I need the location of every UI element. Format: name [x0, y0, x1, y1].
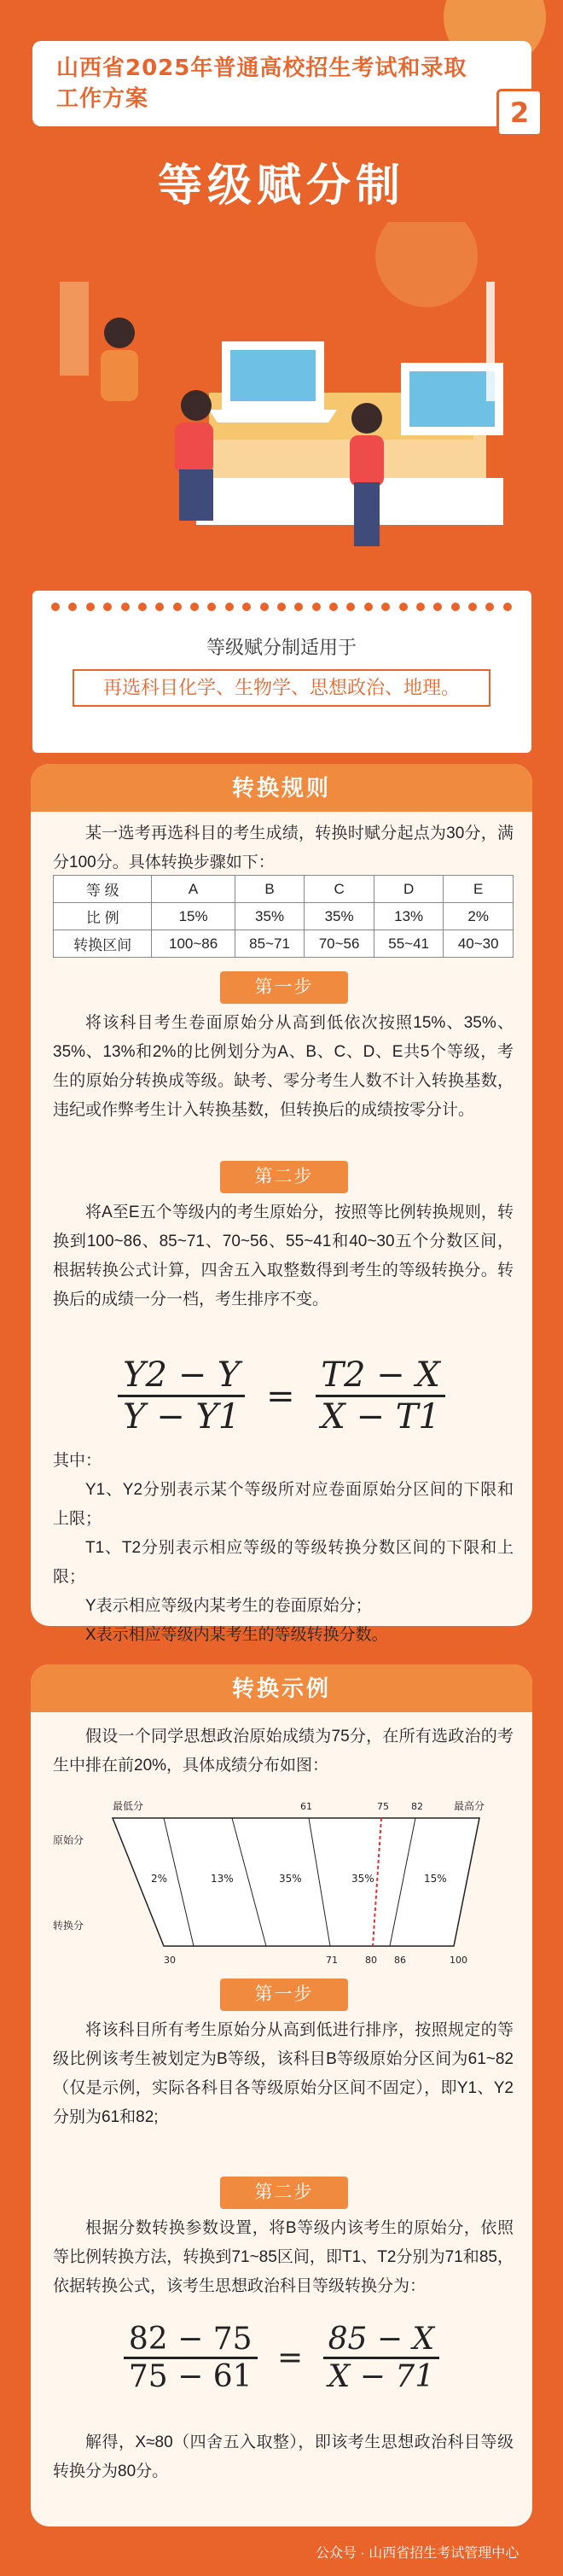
table-cell: 35%: [305, 903, 374, 930]
distribution-diagram: [53, 1792, 514, 1972]
header: [0, 0, 563, 128]
study-illustration: [26, 222, 537, 572]
max-label: 最高分: [454, 1800, 485, 1812]
rules-heading: 转换规则: [31, 764, 532, 812]
segment-label: 13%: [211, 1873, 234, 1885]
table-cell: 85~71: [235, 930, 305, 958]
laptop-left: [209, 341, 337, 423]
segment-label: 35%: [351, 1873, 374, 1885]
example-step2-text: 根据分数转换参数设置，将B等级内该考生的原始分，依照等比例转换方法，转换到71~85区间，即T1、T2分别为71和85，依据转换公式，该考生思想政治科目等级转换分为：: [53, 2219, 514, 2295]
bottom-tick: 86: [394, 1955, 406, 1966]
top-tick: 61: [300, 1801, 312, 1812]
footer-account: 公众号 · 山西省招生考试管理中心: [316, 2546, 519, 2561]
section-number-badge: 2: [496, 89, 543, 137]
segment-label: 15%: [424, 1873, 447, 1885]
scope-intro: 等级赋分制适用于: [206, 637, 357, 658]
table-cell: B: [235, 876, 305, 903]
example-heading: 转换示例: [31, 1664, 532, 1712]
note-y-raw: Y表示相应等级内某考生的卷面原始分；: [85, 1597, 372, 1615]
converted-score-label: 转换分: [53, 1920, 84, 1932]
rules-step2-text: 将A至E五个等级内的考生原始分，按照等比例转换规则，转换到100~86、85~71、70~56、55~41和40~30五个分数区间，根据转换公式计算，四舍五入取整数得到考生的等级转换分。转换后的成绩一分一档，考生排序不变。: [53, 1203, 514, 1308]
person-headset: [101, 318, 138, 401]
table-cell: 2%: [444, 903, 514, 930]
note-x: X表示相应等级内某考生的等级转换分数。: [85, 1626, 388, 1644]
scope-subjects: 再选科目化学、生物学、思想政治、地理。: [73, 669, 490, 707]
grade-table: [53, 875, 514, 958]
table-cell: 13%: [374, 903, 444, 930]
example-step2-label: 第二步: [220, 2177, 348, 2209]
table-cell: 35%: [235, 903, 305, 930]
table-cell: 100~86: [152, 930, 235, 958]
formula-right: $\frac{T2 - X}{X - T1}$: [316, 1355, 445, 1437]
person-sitting: [175, 390, 213, 521]
table-cell: 40~30: [444, 930, 514, 958]
conversion-formula: $\frac{Y2 - Y}{Y - Y1}$ = $\frac{T2 - X}{X - T1}$: [0, 1355, 563, 1437]
table-row: [54, 876, 514, 903]
table-cell: C: [305, 876, 374, 903]
example-step1-label: 第一步: [220, 1979, 348, 2011]
segment-label: 2%: [151, 1873, 168, 1885]
table-cell: E: [444, 876, 514, 903]
formula-left: $\frac{Y2 - Y}{Y - Y1}$: [118, 1355, 245, 1437]
table-cell: 70~56: [305, 930, 374, 958]
rules-step1-text: 将该科目考生卷面原始分从高到低依次按照15%、35%、35%、13%和2%的比例划分为A、B、C、D、E共5个等级，考生的原始分转换成等级。缺考、零分考生人数不计入转换基数，违纪或作弊考生计入转换基数，但转换后的成绩按零分计。: [53, 1014, 514, 1119]
top-tick: 82: [411, 1801, 423, 1812]
formula-right: $\frac{85 - X}{X - 71}$: [323, 2322, 440, 2394]
bottom-tick: 80: [365, 1955, 377, 1966]
table-cell: 比 例: [54, 903, 152, 930]
example-solution: 解得，X≈80（四舍五入取整），即该考生思想政治科目等级转换分为80分。: [53, 2433, 514, 2480]
bottom-tick: 30: [164, 1955, 176, 1966]
example-formula: $\frac{82 - 75}{75 - 61}$ = $\frac{85 - X}{X - 71}$: [0, 2322, 563, 2394]
segment-label: 35%: [279, 1873, 302, 1885]
step1-label: 第一步: [220, 971, 348, 1004]
raw-score-label: 原始分: [53, 1834, 84, 1846]
bottom-tick: 100: [450, 1955, 467, 1966]
step2-label: 第二步: [220, 1161, 348, 1193]
example-step1-text: 将该科目所有考生原始分从高到低进行排序，按照规定的等级比例该考生被划定为B等级，该科目B等级原始分区间为61~82（仅是示例，实际各科目各等级原始分区间不固定），即Y1、Y2分别为61和82;: [53, 2021, 514, 2126]
table-cell: D: [374, 876, 444, 903]
formula-left: $\frac{82 - 75}{75 - 61}$: [124, 2322, 258, 2394]
dot-divider: [51, 603, 512, 615]
hero-title: 等级赋分制: [157, 160, 405, 212]
note-t: T1、T2分别表示相应等级的等级转换分数区间的下限和上限；: [53, 1539, 514, 1586]
min-label: 最低分: [113, 1800, 144, 1812]
rules-intro: 某一选考再选科目的考生成绩，转换时赋分起点为30分，满分100分。具体转换步骤如下：: [53, 825, 514, 871]
where-label: 其中：: [53, 1452, 102, 1470]
table-cell: 等 级: [54, 876, 152, 903]
document-title: 山西省2025年普通高校招生考试和录取工作方案: [56, 55, 467, 112]
table-cell: A: [152, 876, 235, 903]
note-y: Y1、Y2分别表示某个等级所对应卷面原始分区间的下限和上限；: [53, 1481, 514, 1528]
bottom-tick: 71: [326, 1955, 338, 1966]
example-intro: 假设一个同学思想政治原始成绩为75分，在所有选政治的考生中排在前20%，具体成绩分布如图：: [53, 1728, 514, 1775]
table-cell: 55~41: [374, 930, 444, 958]
table-row: [54, 930, 514, 958]
table-cell: 15%: [152, 903, 235, 930]
person-standing: [350, 403, 384, 546]
table-row: [54, 903, 514, 930]
table-cell: 转换区间: [54, 930, 152, 958]
top-tick: 75: [377, 1801, 389, 1812]
